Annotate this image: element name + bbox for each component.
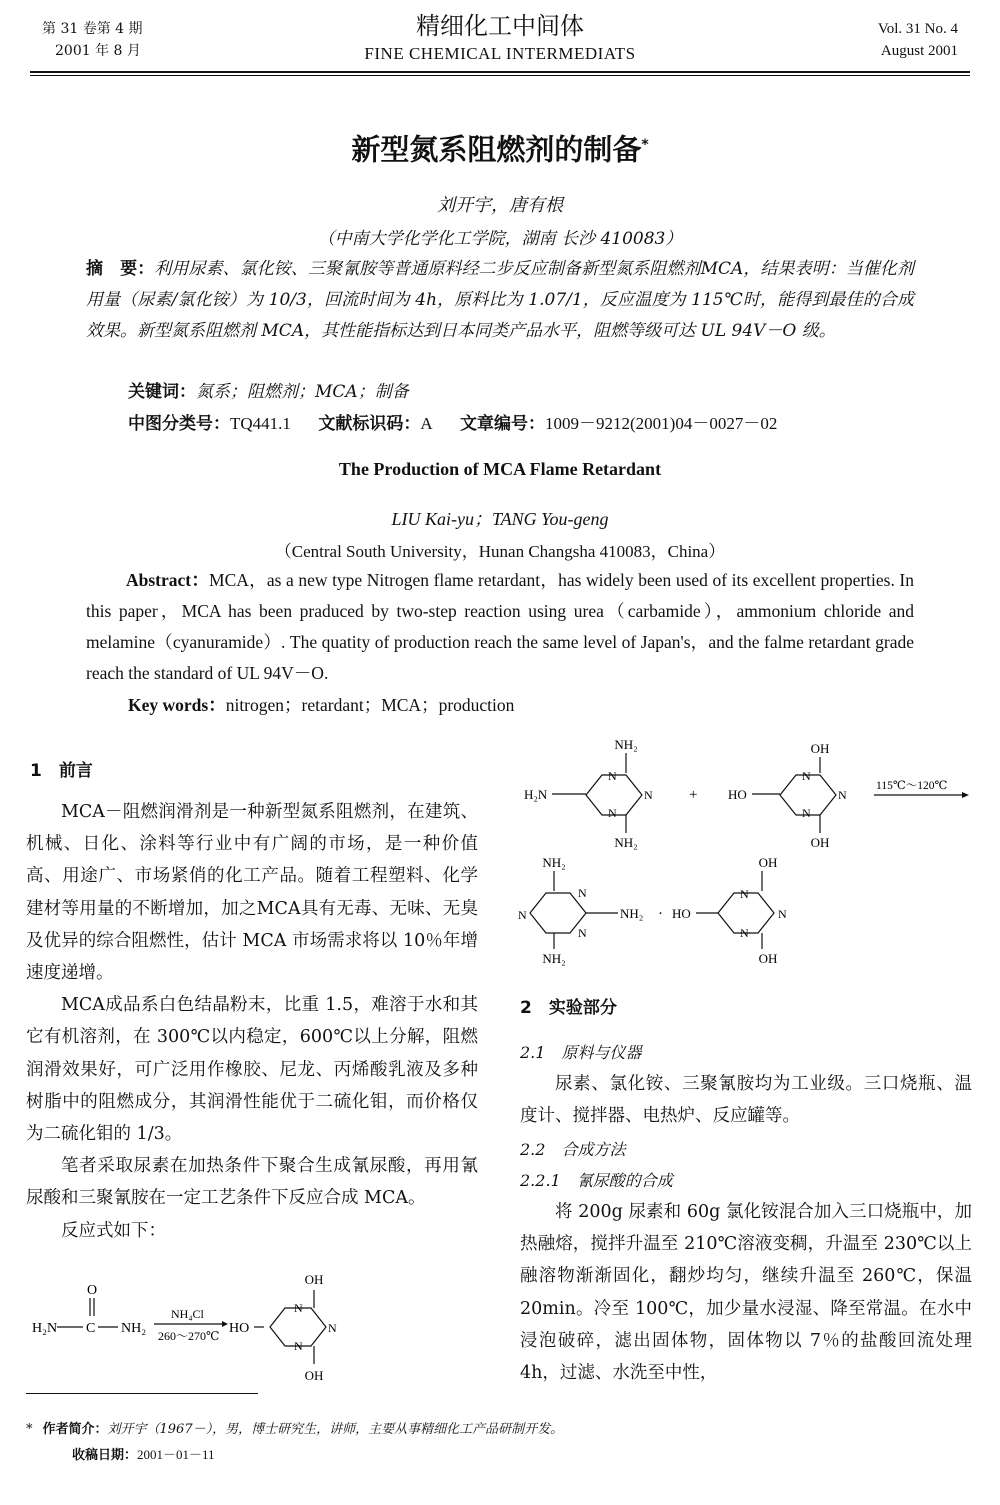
intro-paragraph-2: MCA成品系白色结晶粉末，比重 1.5，难溶于水和其它有机溶剂，在 300℃以内稳定，600℃以上分解，阻燃润滑效果好，可广泛用作橡胶、尼龙、丙烯酸乳液及多种树脂中的阻燃成分，其润滑性能优于二硫化钼，而价格仅为二硫化钼的 1/3。 [26, 995, 478, 1145]
classification-line [128, 408, 777, 440]
product-melamine-right-nh2: NH₂ [620, 906, 644, 921]
affiliation-en: （Central South University，Hunan Changsha 410083，China） [274, 542, 726, 561]
article-title-en: The Production of MCA Flame Retardant [338, 459, 662, 479]
reaction-scheme-2 [514, 735, 974, 975]
journal-title-en: FINE CHEMICAL INTERMEDIATS [364, 44, 636, 63]
product-dot: · [658, 906, 663, 922]
scheme1-nh2: NH₂ [121, 1321, 147, 1336]
product-cyanuric-top-oh: OH [758, 855, 778, 870]
reaction-scheme-1 [26, 1268, 366, 1388]
affiliation-cn: （中南大学化学化工学院，湖南 长沙 410083） [317, 229, 683, 249]
subsection-2-2-1: 2.2.1 氰尿酸的合成 [520, 1171, 673, 1190]
authors-en: LIU Kai-yu；TANG You-geng [391, 509, 609, 529]
keywords-label-en: Key words： [128, 695, 226, 715]
scheme1-top-oh: OH [304, 1272, 324, 1287]
melamine-ring-n2: N [644, 788, 653, 802]
journal-title-cn: 精细化工中间体 [416, 12, 584, 40]
intro-paragraph-3: 笔者采取尿素在加热条件下聚合生成氰尿酸，再用氰尿酸和三聚氰胺在一定工艺条件下反应合成 MCA。 [26, 1156, 478, 1209]
scheme1-catalyst: NH₄Cl [171, 1307, 204, 1321]
keywords-label-cn: 关键词： [128, 382, 196, 402]
section-1-heading: 1 前言 [30, 761, 93, 781]
class-value: TQ441.1 [230, 414, 291, 433]
melamine-ring-n3: N [608, 806, 617, 820]
article-id-value: 1009－9212(2001)04－0027－02 [545, 414, 778, 433]
received-date-text: 2001－01－11 [137, 1447, 215, 1462]
intro-paragraph-4: 反应式如下： [61, 1220, 166, 1241]
synthesis-paragraph: 将 200g 尿素和 60g 氯化铵混合加入三口烧瓶中，加热融熔，搅拌升温至 210℃溶液变稠，升温至 230℃以上融溶物渐渐固化，翻炒均匀，继续升温至 260℃，保温 20min。冷至 100℃，加少量水浸湿、降至常温。在水中浸泡破碎，滤出固体物，固体物以 7％的盐酸回流处理 4h，过滤、水洗至中性， [520, 1202, 972, 1384]
product-cyanuric-ring-n3: N [740, 926, 749, 940]
scheme2-conditions: 115℃～120℃ [876, 780, 948, 792]
product-cyanuric-bottom-oh: OH [758, 951, 778, 966]
title-footnote-mark: * [641, 137, 649, 153]
author-footnote-text: 刘开宇（1967－），男，博士研究生，讲师，主要从事精细化工产品研制开发。 [107, 1422, 564, 1437]
abstract-cn [86, 254, 914, 347]
cyanuric-ring-n2: N [838, 788, 847, 802]
materials-paragraph: 尿素、氯化铵、三聚氰胺均为工业级。三口烧瓶、温度计、搅拌器、电热炉、反应罐等。 [520, 1074, 972, 1127]
issue-volume-cn: 第 31 卷第 4 期 [42, 21, 143, 37]
received-date-label: 收稿日期： [72, 1448, 138, 1463]
cyanuric-bottom-oh: OH [810, 835, 830, 850]
cyanuric-ring-n3: N [802, 806, 811, 820]
subsection-2-2: 2.2 合成方法 [520, 1140, 626, 1159]
melamine-bottom-nh2: NH₂ [614, 835, 638, 850]
melamine-ring-n1: N [608, 769, 617, 783]
issue-volume-en: Vol. 31 No. 4 [877, 21, 958, 37]
scheme2-plus: + [689, 787, 698, 803]
cyanuric-top-oh: OH [810, 741, 830, 756]
cyanuric-left-oh: HO [728, 787, 747, 802]
section-2-heading: 2 实验部分 [520, 998, 617, 1018]
abstract-en [86, 565, 914, 689]
header-rule-bottom [30, 75, 970, 76]
product-cyanuric-ring-n2: N [778, 907, 787, 921]
abstract-text-en: MCA，as a new type Nitrogen flame retardant，has widely been used of its excellent properties. In this paper，MCA has been praduced by two-step reaction using urea（carbamide），ammonium chloride and melamine（cyanuramide）. The quatity of production reach the same level of Japan's，and the falme retardant grade reach the standard of UL 94V－O. [86, 570, 914, 683]
product-melamine-ring-n1: N [518, 908, 527, 922]
product-melamine-top-nh2: NH₂ [542, 855, 566, 870]
scheme1-ring-n1: N [294, 1301, 303, 1315]
author-footnote-label: 作者简介： [42, 1422, 108, 1437]
class-label: 中图分类号： [128, 414, 230, 434]
product-melamine-ring-n3: N [578, 926, 587, 940]
melamine-top-nh2: NH₂ [614, 737, 638, 752]
doc-value: A [420, 414, 433, 433]
product-cyanuric-left-oh: HO [672, 906, 691, 921]
keywords-cn [128, 377, 409, 408]
received-date [72, 1444, 215, 1463]
scheme1-ho: HO [229, 1321, 250, 1336]
left-column-body [26, 796, 478, 1247]
issue-date-en: August 2001 [880, 43, 958, 59]
doc-label: 文献标识码： [318, 414, 421, 434]
product-melamine-bottom-nh2: NH₂ [542, 951, 566, 966]
keywords-en [128, 690, 514, 721]
keywords-text-en: nitrogen；retardant；MCA；production [225, 695, 515, 715]
abstract-text-cn: 利用尿素、氯化铵、三聚氰胺等普通原料经二步反应制备新型氮系阻燃剂MCA，结果表明：当催化剂用量（尿素/氯化铵）为 10/3，回流时间为 4h，原料比为 1.07/1，反应温度为 115℃时，能得到最佳的合成效果。新型氮系阻燃剂 MCA，其性能指标达到日本同类产品水平，阻燃等级可达 UL 94V－O 级。 [86, 259, 914, 341]
product-melamine-ring-n2: N [578, 886, 587, 900]
scheme1-ring-n2: N [328, 1321, 337, 1335]
header-rule-top [30, 71, 970, 73]
cyanuric-ring-n1: N [802, 769, 811, 783]
subsection-2-1: 2.1 原料与仪器 [520, 1043, 642, 1062]
article-title-cn [0, 126, 1000, 169]
authors-cn: 刘开宇，唐有根 [437, 195, 563, 216]
scheme1-c: C [86, 1321, 96, 1336]
scheme1-h2n: H₂N [32, 1321, 58, 1336]
footnote-rule [26, 1393, 258, 1394]
product-cyanuric-ring-n1: N [740, 887, 749, 901]
abstract-label-cn: 摘 要： [86, 259, 155, 279]
melamine-left-nh2: H₂N [524, 787, 548, 802]
scheme1-bottom-oh: OH [304, 1368, 324, 1383]
intro-paragraph-1: MCA－阻燃润滑剂是一种新型氮系阻燃剂，在建筑、机械、日化、涂料等行业中有广阔的市场，是一种价值高、用途广、市场紧俏的化工产品。随着工程塑料、化学建材等用量的不断增加，加之MCA具有无毒、无味、无臭及优异的综合阻燃性，估计 MCA 市场需求将以 10％年增速度递增。 [26, 802, 478, 984]
scheme1-temperature: 260～270℃ [158, 1329, 220, 1343]
scheme1-carbonyl-o: O [86, 1283, 98, 1298]
issue-date-cn: 2001 年 8 月 [55, 43, 141, 59]
author-footnote: * 作者简介：刘开宇（1967－），男，博士研究生，讲师，主要从事精细化工产品研制开发。 [26, 1422, 564, 1437]
scheme1-ring-n3: N [294, 1339, 303, 1353]
title-text: 新型氮系阻燃剂的制备 [351, 132, 642, 167]
keywords-text-cn: 氮系；阻燃剂；MCA；制备 [196, 382, 409, 402]
article-id-label: 文章编号： [460, 414, 546, 434]
abstract-label-en: Abstract： [126, 570, 210, 590]
